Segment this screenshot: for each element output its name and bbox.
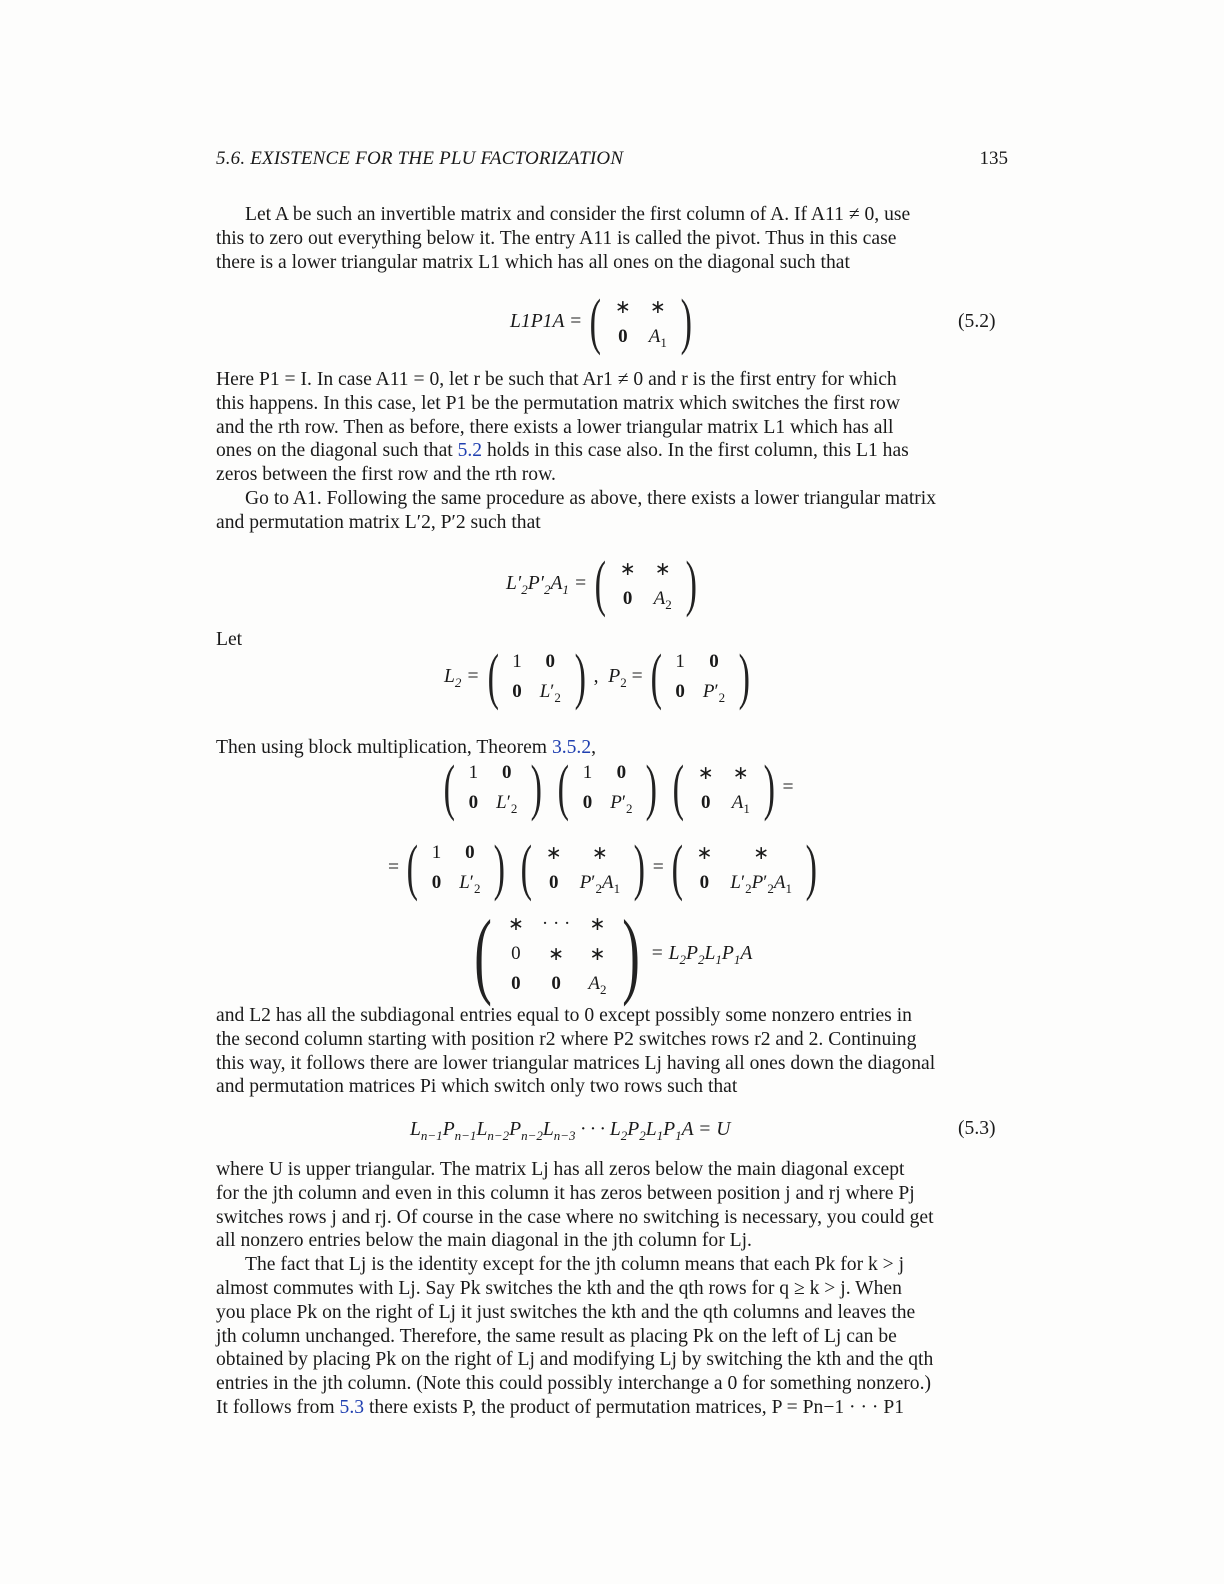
para6-line7: It follows from 5.3 there exists P, the product of permutation matrices, P = Pn−1 · · · P1 (216, 1396, 905, 1418)
equation-l2p2a1: $L'_2P'_2A_1$ = ( ∗ ∗ 0 $A_2$ ) (506, 550, 697, 618)
eq52-matrix: ( ∗ ∗ 0 $A_1$ ) (589, 288, 692, 356)
theorem-ref-3-5-2[interactable]: 3.5.2 (551, 736, 592, 758)
paragraph-4 (216, 1004, 1008, 1099)
para5-line1: where U is upper triangular. The matrix Lj has all zeros below the main diagonal except (216, 1159, 905, 1180)
para1-line2: this to zero out everything below it. The entry A11 is called the pivot. Thus in this case (216, 227, 897, 249)
para5-line3: switches rows j and rj. Of course in the case where no switching is necessary, you could get (216, 1206, 934, 1228)
para2-line1: Here P1 = I. In case A11 = 0, let r be such that Ar1 ≠ 0 and r is the first entry for which (216, 369, 897, 390)
eq-ref-5-3[interactable]: 5.3 (339, 1396, 365, 1418)
para4-line4: and permutation matrices Pi which switch only two rows such that (216, 1076, 738, 1098)
eq-ref-5-2[interactable]: 5.2 (457, 440, 483, 462)
equation-block-mult-1: ( 1 0 0 $L'_2$ ) ( 1 0 0 $P'_2$ ) ( ∗ ∗ 0 $A_1$ ) = (443, 754, 794, 822)
para6-line5: obtained by placing Pk on the right of Lj and modifying Lj by switching the kth and the qth (216, 1349, 934, 1371)
paragraph-5 (216, 1158, 1008, 1420)
para2-line4: ones on the diagonal such that 5.2 holds in this case also. In the first column, this L1 has (216, 440, 909, 462)
right-paren: ) (680, 288, 692, 356)
para3-line1: Go to A1. Following the same procedure as above, there exists a lower triangular matrix (245, 487, 937, 509)
para5-line2: for the jth column and even in this column it has zeros between position j and rj where Pj (216, 1182, 915, 1204)
para6-line4: jth column unchanged. Therefore, the same result as placing Pk on the left of Lj can be (216, 1325, 897, 1347)
para2-line2: this happens. In this case, let P1 be the permutation matrix which switches the first row (216, 392, 901, 414)
para6-line1: The fact that Lj is the identity except for the jth column means that each Pk for k > j (245, 1254, 905, 1276)
para6-line6: entries in the jth column. (Note this could possibly interchange a 0 for something nonzero.) (216, 1373, 932, 1395)
equation-l2-p2-def: $L_2$ = ( 1 0 0 $L'_2$ ) , $P_2$ = ( 1 0 0 $P'_2$ ) (444, 643, 751, 711)
para2-line5: zeros between the first row and the rth row. (216, 464, 556, 486)
equation-block-mult-2: = ( 1 0 0 $L'_2$ ) ( ∗ ∗ 0 $P'_2A_1$ ) = ( ∗ ∗ 0 $L'_2P'_2A_1$ ) (388, 834, 817, 902)
page-number: 135 (979, 148, 1008, 169)
left-paren: ( (589, 288, 602, 356)
eq52-number: (5.2) (958, 311, 996, 332)
para3-line2: and permutation matrix L′2, P′2 such that (216, 511, 541, 533)
eq53-number: (5.3) (958, 1118, 996, 1139)
equation-block-mult-3: ( ∗ · · · ∗ 0 ∗ ∗ 0 0 $A_2$ ) = $L_2P_2L_1P_1A$ (474, 900, 753, 1007)
section-title: 5.6. EXISTENCE FOR THE PLU FACTORIZATION (216, 148, 624, 169)
para4-line2: the second column starting with position r2 where P2 switches rows r2 and 2. Continuing (216, 1028, 917, 1050)
then-line: Then using block multiplication, Theorem 3.5.2, (216, 736, 597, 758)
para6-line3: you place Pk on the right of Lj it just switches the kth and the qth columns and leaves the (216, 1301, 916, 1323)
para6-line2: almost commutes with Lj. Say Pk switches the kth and the qth rows for q ≥ k > j. When (216, 1277, 902, 1299)
equation-5-2 (510, 290, 700, 354)
para4-line1: and L2 has all the subdiagonal entries equal to 0 except possibly some nonzero entries in (216, 1005, 912, 1026)
para2-line3: and the rth row. Then as before, there exists a lower triangular matrix L1 which has all (216, 416, 894, 438)
running-header (216, 148, 1008, 174)
eq52-lhs: L1P1A = (510, 311, 583, 332)
paragraph-1 (216, 203, 1008, 274)
para5-line4: all nonzero entries below the main diagonal in the jth column for Lj. (216, 1230, 752, 1252)
equation-5-3: $L_{n-1}P_{n-1}L_{n-2}P_{n-2}L_{n-3}$ · · · $L_2P_2L_1P_1A = U$ (410, 1119, 731, 1143)
paragraph-2 (216, 368, 1008, 535)
para1-line3: there is a lower triangular matrix L1 which has all ones on the diagonal such that (216, 251, 850, 273)
para1-line1: Let A be such an invertible matrix and consider the first column of A. If A11 ≠ 0, use (245, 204, 911, 225)
para4-line3: this way, it follows there are lower triangular matrices Lj having all ones down the diagonal (216, 1052, 936, 1074)
let-label: Let (216, 629, 243, 650)
